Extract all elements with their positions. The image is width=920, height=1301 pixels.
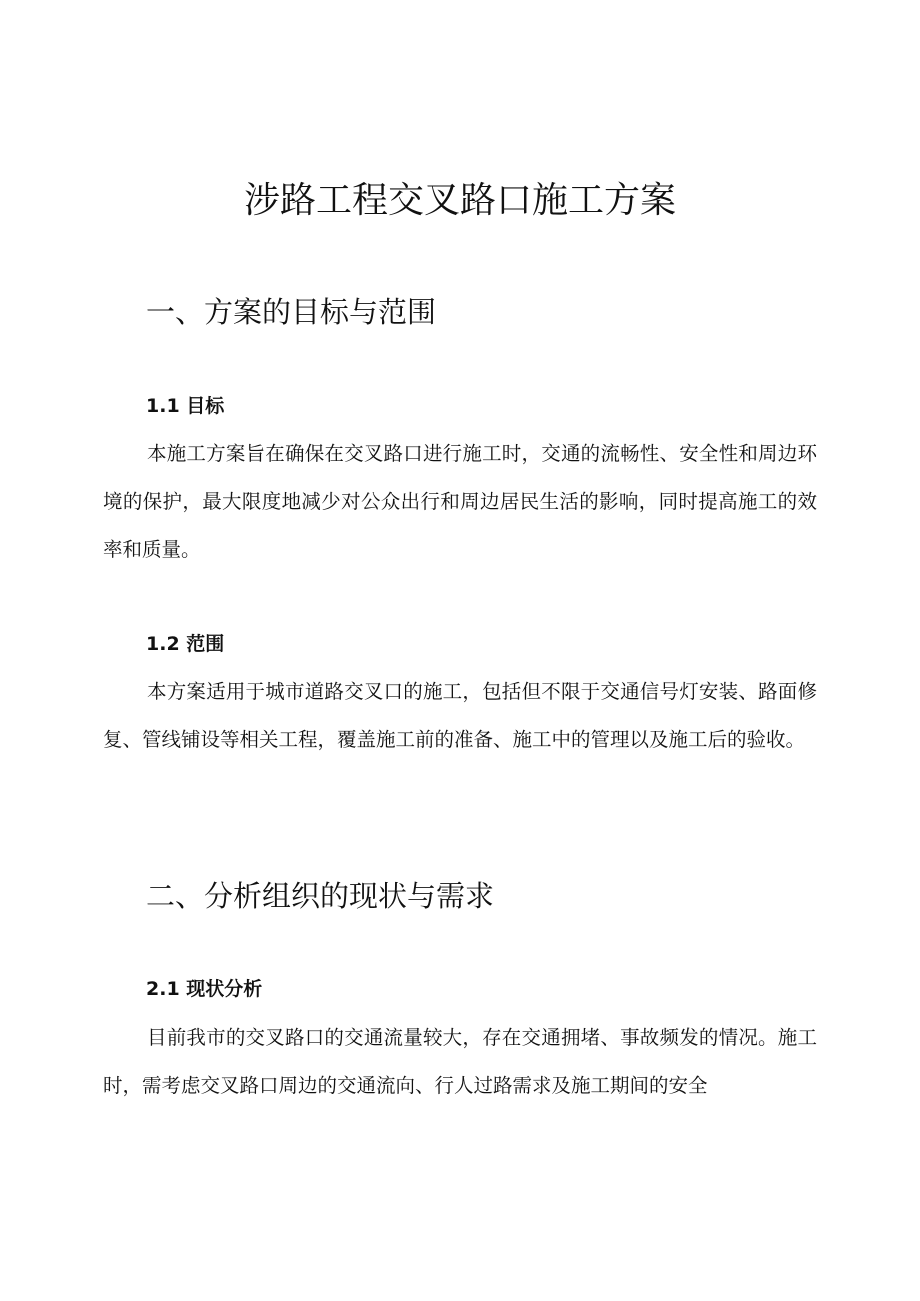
section-heading: 二、分析组织的现状与需求 (146, 879, 495, 913)
subsection-heading: 1.2 范围 (146, 633, 225, 655)
subsection-heading: 1.1 目标 (146, 395, 225, 417)
subsection-heading: 2.1 现状分析 (146, 978, 263, 1000)
paragraph: 目前我市的交叉路口的交通流量较大，存在交通拥堵、事故频发的情况。施工时，需考虑交叉路口周边的交通流向、行人过路需求及施工期间的安全 (103, 1026, 817, 1097)
paragraph: 本施工方案旨在确保在交叉路口进行施工时，交通的流畅性、安全性和周边环境的保护，最大限度地减少对公众出行和周边居民生活的影响，同时提高施工的效率和质量。 (103, 442, 817, 561)
paragraph: 本方案适用于城市道路交叉口的施工，包括但不限于交通信号灯安装、路面修复、管线铺设等相关工程，覆盖施工前的准备、施工中的管理以及施工后的验收。 (103, 680, 817, 751)
section-heading: 一、方案的目标与范围 (146, 295, 437, 329)
document-title: 涉路工程交叉路口施工方案 (243, 180, 676, 221)
